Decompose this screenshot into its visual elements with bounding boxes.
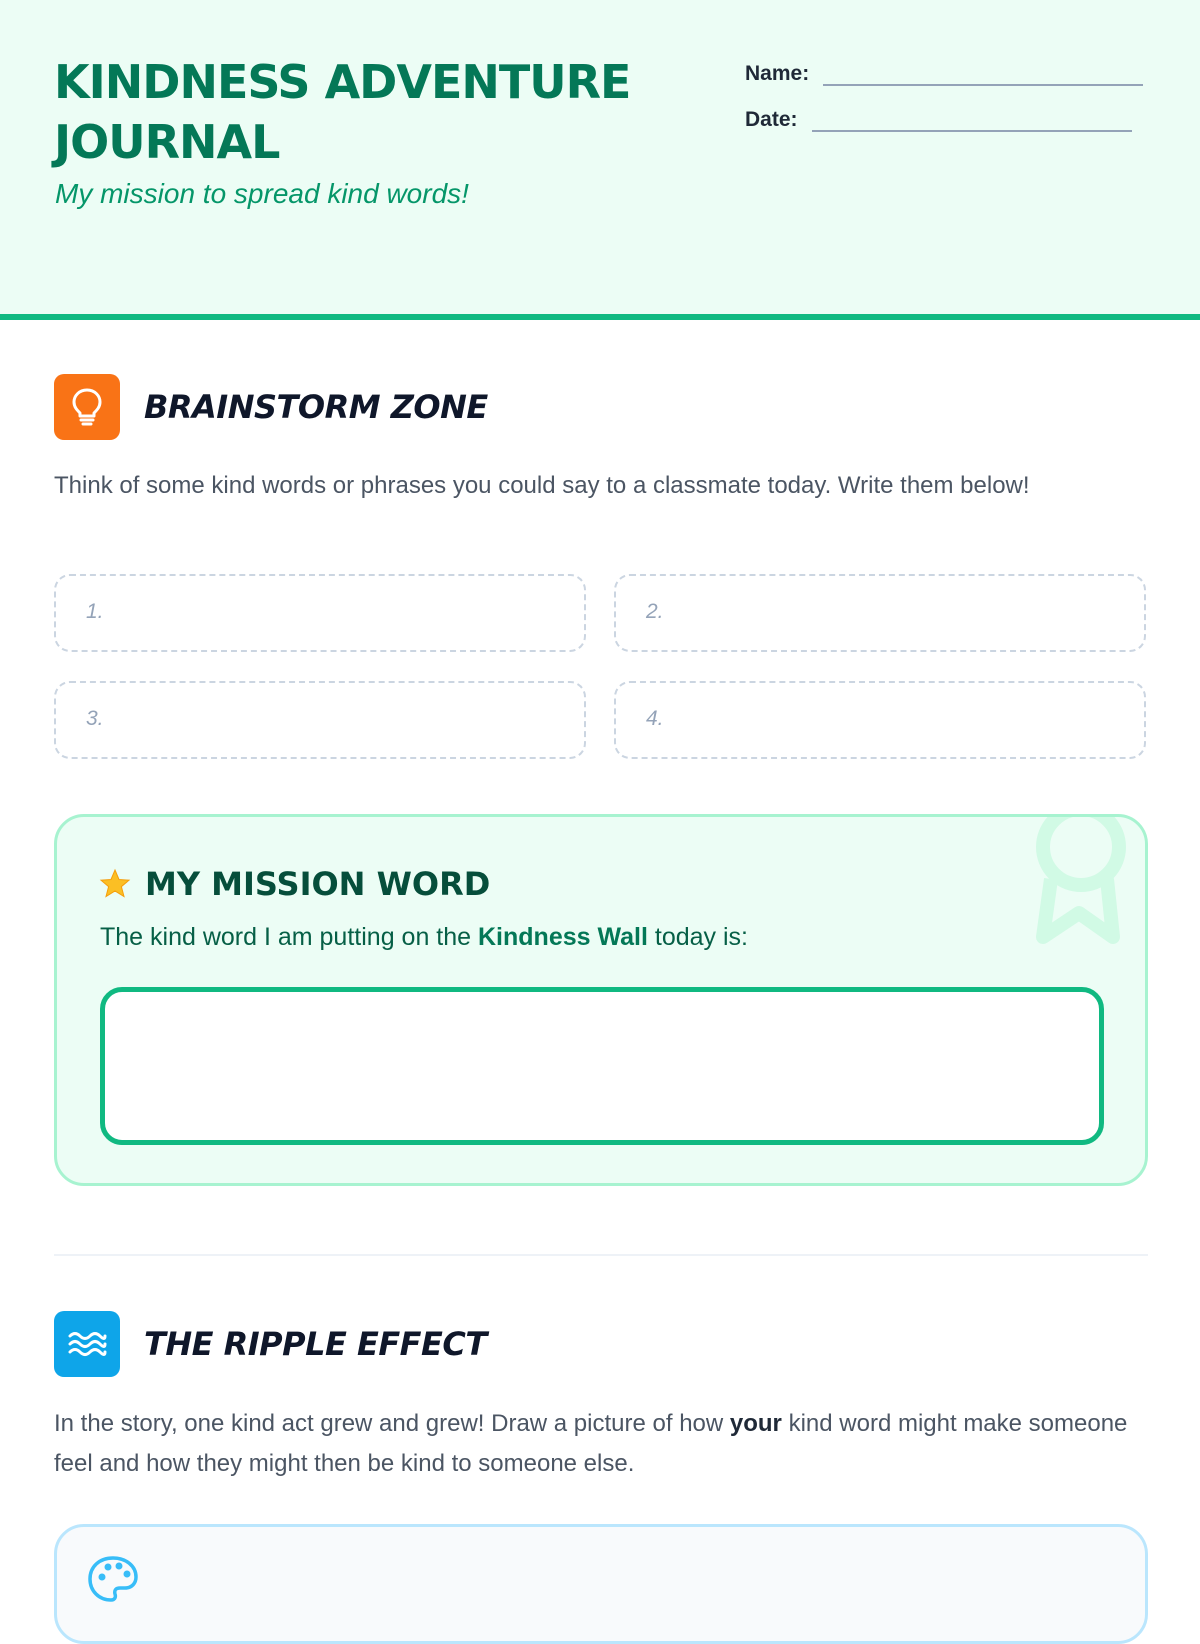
mission-word-card [54,814,1148,1186]
mission-title: MY MISSION WORD [145,865,491,903]
brainstorm-slot-3[interactable] [54,681,586,759]
date-label: Date: [745,108,798,131]
page-subtitle: My mission to spread kind words! [55,178,469,209]
ripple-instruction-end: kind word might make someone feel and how they might then be kind to someone else. [54,1410,1128,1477]
brainstorm-slot-2[interactable] [614,574,1146,652]
slot-number: 3. [86,707,104,730]
mission-word-answer-box[interactable] [100,987,1104,1145]
name-input-line[interactable] [823,56,1143,86]
ripple-instruction [54,1404,1154,1484]
worksheet-header [0,0,1200,320]
brainstorm-slot-1[interactable] [54,574,586,652]
award-ribbon-icon [1029,814,1139,959]
mission-prompt-start: The kind word I am putting on the [100,923,478,951]
ripple-instruction-emphasis: your [729,1410,782,1437]
ripple-drawing-area[interactable] [54,1524,1148,1644]
mission-prompt-end: today is: [647,923,748,951]
brainstorm-heading [54,374,488,440]
slot-number: 2. [646,600,664,623]
mission-prompt [100,923,748,952]
ripple-heading [54,1311,487,1377]
palette-icon [87,1555,139,1603]
slot-number: 1. [86,600,104,623]
date-field [745,102,1132,132]
ripple-instruction-start: In the story, one kind act grew and grew! Draw a picture of how [54,1410,730,1437]
brainstorm-instruction: Think of some kind words or phrases you could say to a classmate today. Write them below! [54,472,1030,499]
star-icon [99,868,131,900]
brainstorm-slot-4[interactable] [614,681,1146,759]
page-title: KINDNESS ADVENTURE JOURNAL [54,55,631,169]
brainstorm-title: BRAINSTORM ZONE [144,388,488,426]
ripple-title: THE RIPPLE EFFECT [144,1325,487,1363]
date-input-line[interactable] [812,102,1132,132]
mission-heading [99,865,490,903]
slot-number: 4. [646,707,664,730]
name-field [745,56,1143,86]
section-divider [54,1254,1148,1256]
mission-prompt-emphasis: Kindness Wall [478,923,648,951]
name-label: Name: [745,62,810,85]
waves-icon [54,1311,120,1377]
lightbulb-icon [54,374,120,440]
